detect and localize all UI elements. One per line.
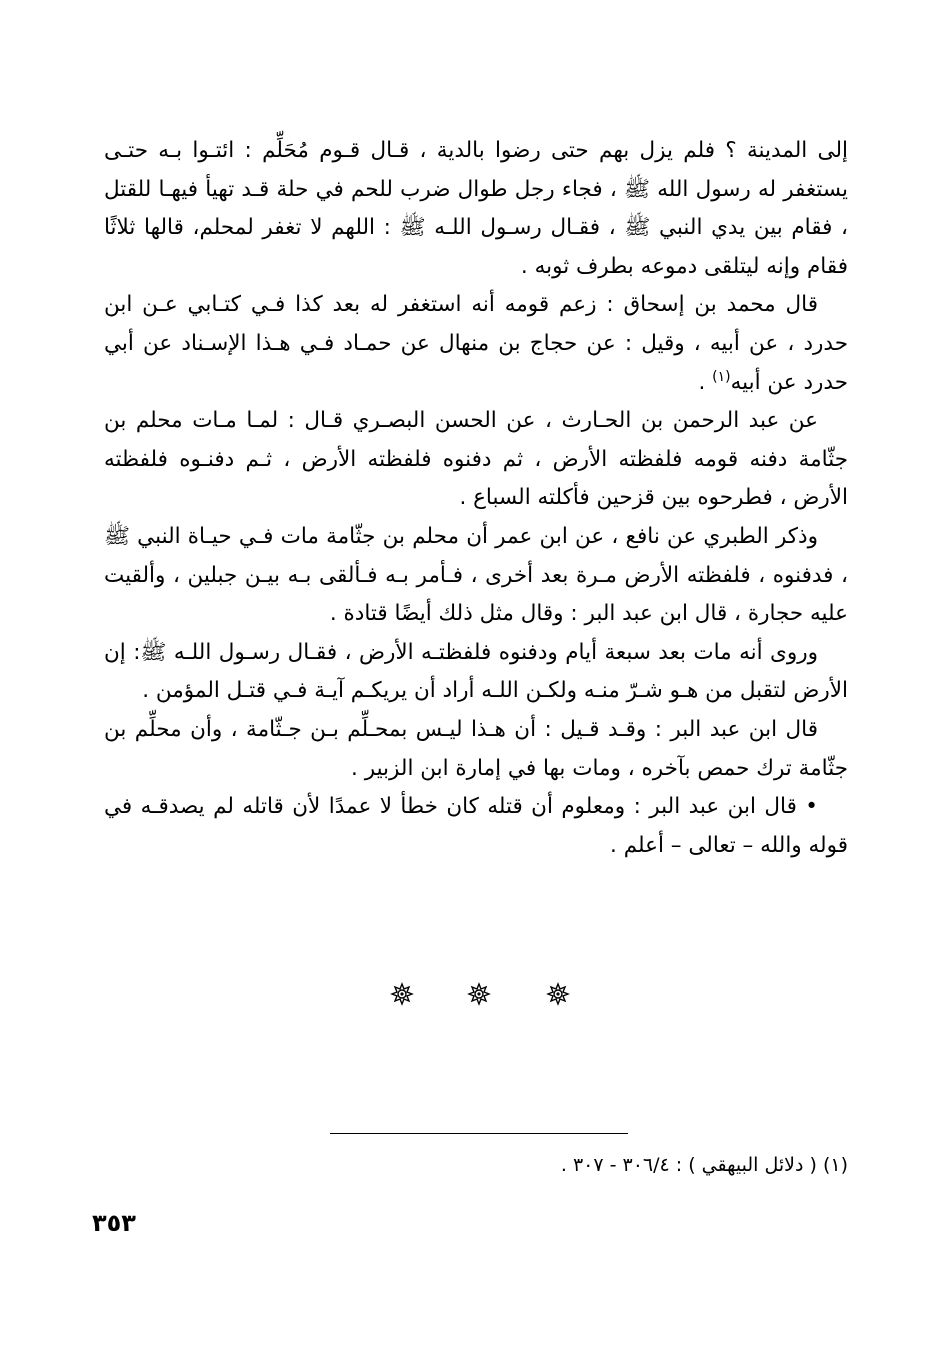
paragraph-5: وروى أنه مات بعد سبعة أيام ودفنوه فلفظتـه الأرض ، فقـال رسـول اللـه ﷺ: إن الأرض لتقبل من هـو شـرّ منـه ولكـن اللـه أراد أن يريكـم آيـة فـي قتـل المؤمن .: [104, 639, 848, 704]
paragraph-2: [104, 286, 848, 402]
paragraph-3: عن عبد الرحمن بن الحـارث ، عن الحسن البصـري قـال : لمـا مـات محلم بن جثّامة دفنه قومه فلفظته الأرض ، ثم دفنوه فلفظته الأرض ، ثـم دفنـوه فلفظته الأرض ، فطرحوه بين قزحين فأكلته السباع .: [104, 408, 848, 511]
main-text: [104, 132, 848, 865]
paragraph-6: قال ابن عبد البر : وقـد قـيل : أن هـذا ليـس بمحـلِّم بـن جـثّامة ، وأن محلِّم بن جثّامة ترك حمص بآخره ، ومات بها في إمارة ابن الزبير .: [104, 716, 848, 781]
paragraph-2-tail: .: [698, 369, 713, 395]
paragraph-7: [104, 788, 848, 865]
paragraph-4: وذكر الطبري عن نافع ، عن ابن عمر أن محلم بن جثّامة مات فـي حيـاة النبي ﷺ ، فدفنوه ، فلفظته الأرض مـرة بعد أخرى ، فـأمر بـه فـألقى بـه بيـن جبلين ، وألقيت عليه حجارة ، قال ابن عبد البر : وقال مثل ذلك أيضًا قتادة .: [104, 523, 848, 627]
footnote: [420, 1150, 848, 1180]
footnote-separator: [330, 1133, 628, 1134]
footnote-number: (١): [822, 1154, 848, 1176]
flower-ornament-icon: [546, 982, 570, 1006]
flower-ornament-icon: [467, 982, 491, 1006]
flower-ornament-icon: [390, 982, 414, 1006]
paragraph-7-text: قال ابن عبد البر : ومعلوم أن قتله كان خطأ لا عمدًا لأن قاتله لم يصدقـه في قوله والله – تعالى – أعلم .: [104, 794, 848, 858]
footnote-reference: (١): [712, 368, 731, 385]
paragraph-1: إلى المدينة ؟ فلم يزل بهم حتى رضوا بالدية ، قـال قـوم مُحَلِّم : ائتـوا بـه حتـى يستغفر له رسول الله ﷺ ، فجاء رجل طوال ضرب للحم في حلة قـد تهيأ فيهـا للقتل ، فقام بين يدي النبي ﷺ ، فقـال رسـول اللـه ﷺ : اللهم لا تغفر لمحلم، قالها ثلاثًا فقام وإنه ليتلقى دموعه بطرف ثوبه .: [104, 138, 848, 279]
footnote-text: ( دلائل البيهقي ) : ٣٠٦/٤ - ٣٠٧ .: [560, 1154, 817, 1176]
page-number: ٣٥٣: [92, 1209, 136, 1237]
paragraph-2-text: قال محمد بن إسحاق : زعم قومه أنه استغفر له بعد كذا فـي كتـابي عـن ابن حدرد ، عن أبيه ، وقيل : عن حجاج بن منهال عن حمـاد فـي هـذا الإسـناد عن أبي حدرد عن أبيه: [104, 292, 848, 395]
section-divider: [0, 982, 943, 1022]
paragraph-7-bullet: •: [805, 794, 818, 820]
